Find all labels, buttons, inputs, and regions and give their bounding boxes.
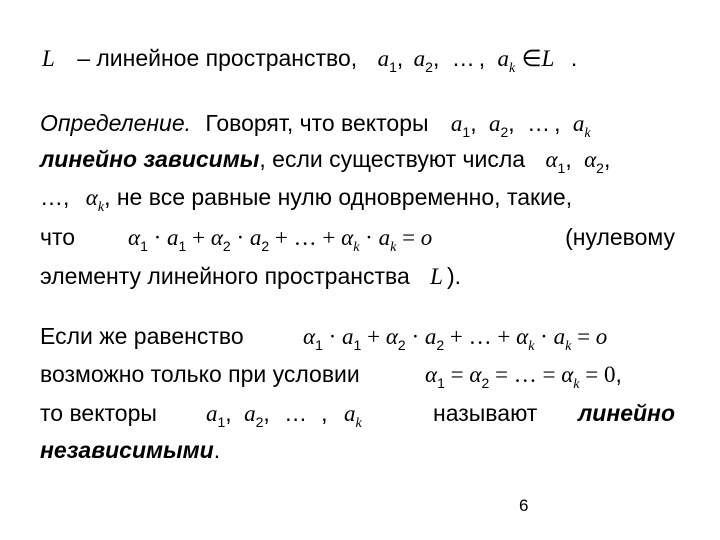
zero-coefficients-condition: $\alpha_1 = \alpha_2$ = … = $\alpha_k = 0$, <box>425 361 622 392</box>
definition-label: Определение. <box>40 110 192 136</box>
dependence-equation: $\alpha_1 \cdot a_1 + \alpha_2 \cdot a_2$ + … + $\alpha_k \cdot a_k = o$ <box>128 225 433 255</box>
definition-line-5: элементу линейного пространства L ). <box>40 263 461 289</box>
page-number: 6 <box>519 496 529 515</box>
independence-line-3: то векторы $a_1$, $a_2$, … , $a_k$ называют линейно <box>40 400 675 431</box>
independence-line-2: возможно только при условии $\alpha_1 = \alpha_2$ = … = $\alpha_k = 0$, <box>40 360 675 388</box>
linearly-independent-term-1: линейно <box>577 400 675 426</box>
definition-line-1: Определение. Говорят, что векторы $a_1$, $a_2$, … , $a_k$ <box>40 110 591 141</box>
independence-line-4: независимыми. <box>40 437 221 463</box>
space-symbol: L <box>42 46 55 71</box>
intro-line: L – линейное пространство, $a_1$, $a_2$, … , $a_k$ ∈L . <box>42 45 578 76</box>
linearly-independent-term-2: независимыми <box>40 437 214 463</box>
definition-line-3: …, $\alpha_k$, не все равные нулю одновременно, такие, <box>40 184 573 215</box>
intro-text: – линейное пространство, <box>77 45 358 71</box>
definition-line-4: что $\alpha_1 \cdot a_1 + \alpha_2 \cdot a_2$ + … + $\alpha_k \cdot a_k = o$ (нулевому <box>40 223 675 251</box>
linearly-dependent-term: линейно зависимы <box>40 146 260 172</box>
independence-equation: $\alpha_1 \cdot a_1 + \alpha_2 \cdot a_2$ + … + $\alpha_k \cdot a_k = o$ <box>303 324 608 354</box>
definition-line-2: линейно зависимы, если существуют числа $\alpha_1$, $\alpha_2$, <box>40 146 611 176</box>
independence-line-1: Если же равенство $\alpha_1 \cdot a_1 + \alpha_2 \cdot a_2$ + … + $\alpha_k \cdot a_k = o$ <box>40 322 675 350</box>
